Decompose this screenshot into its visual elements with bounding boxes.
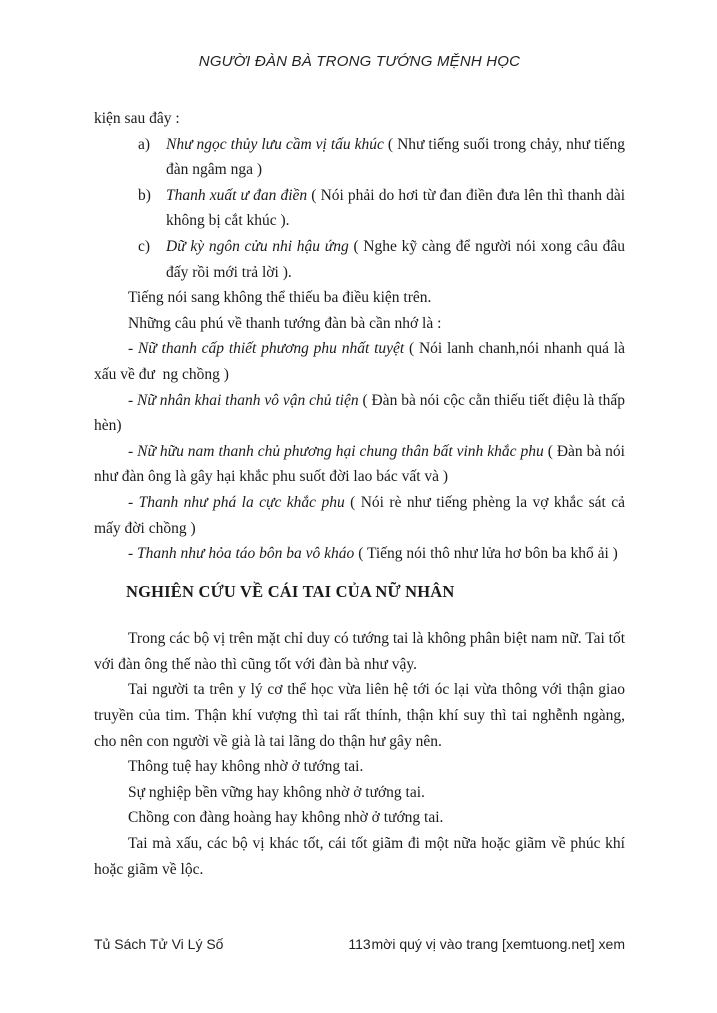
phrase-italic: - Thanh như phá la cực khắc phu: [128, 493, 345, 511]
phrase: Sự nghiệp bền vững hay không nhờ ở tướng tai.: [128, 783, 425, 801]
phrase: NGHIÊN CỨU VỀ CÁI TAI CỦA NỮ NHÂN: [126, 581, 455, 601]
paragraph: [94, 336, 625, 387]
phrase: Những câu phú về thanh tướng đàn bà cần nhớ là :: [128, 314, 442, 332]
paragraph: [94, 626, 625, 677]
phrase: Tiếng nói sang không thể thiếu ba điều kiện trên.: [128, 289, 432, 307]
paragraph: [94, 285, 625, 311]
phrase: Chồng con đàng hoàng hay không nhờ ở tướng tai.: [128, 809, 444, 827]
phrase: ( Như tiếng suối trong chảy, như tiếng đàn ngâm nga ): [166, 135, 625, 179]
phrase-italic: - Nữ thanh cấp thiết phương phu nhất tuyệt: [128, 340, 405, 358]
phrase-italic: Dữ kỳ ngôn cửu nhi hậu ứng: [166, 237, 349, 255]
phrase: ( Nói lanh chanh,nói nhanh quá là xấu về đư ng chồng ): [94, 340, 626, 383]
phrase-italic: Thanh xuất ư đan điền: [166, 186, 308, 204]
phrase: Tai người ta trên y lý cơ thể học vừa liên hệ tới óc lại vừa thông với thận giao truyền của tim. Thận khí vượng thì tai rất thính, thận khí suy thì tai nghễnh ngàng, cho nên con người về già là tai lãng do thận hư gây nên.: [94, 681, 625, 750]
list-item: [94, 183, 625, 234]
phrase: ( Nói rè như tiếng phèng la vợ khắc sát cả mấy đời chồng ): [94, 493, 625, 537]
page-footer: [94, 936, 625, 952]
footer-site-note: mời quý vị vào trang [xemtuong.net] xem: [371, 936, 626, 952]
paragraph: [94, 541, 625, 567]
running-header: NGƯỜI ĐÀN BÀ TRONG TƯỚNG MỆNH HỌC: [198, 53, 521, 70]
paragraph: [94, 439, 625, 490]
phrase: ( Nghe kỹ càng để người nói xong câu đâu đấy rồi mới trả lời ).: [166, 237, 625, 281]
list-marker: a): [138, 135, 151, 153]
phrase: ( Nói phải do hơi từ đan điền đưa lên thì thanh dài không bị cắt khúc ).: [166, 186, 626, 230]
phrase-italic: Như ngọc thủy lưu cầm vị tấu khúc: [166, 135, 384, 153]
phrase: kiện sau đây :: [94, 110, 180, 127]
list-marker: b): [138, 186, 151, 204]
phrase: Thông tuệ hay không nhờ ở tướng tai.: [128, 758, 364, 776]
phrase: ( Đàn bà nói cộc cằn thiếu tiết điệu là thấp hèn): [94, 391, 625, 435]
paragraph: [94, 106, 625, 132]
paragraph: [94, 677, 625, 754]
page-body: [94, 106, 625, 882]
phrase-italic: - Thanh như hỏa táo bôn ba vô kháo: [128, 545, 355, 563]
section-heading: [126, 579, 625, 605]
page-number: 113: [348, 936, 371, 952]
paragraph: [94, 780, 625, 806]
phrase-italic: - Nữ nhân khai thanh vô vận chủ tiện: [128, 391, 359, 409]
phrase: ( Tiếng nói thô như lửa hơ bôn ba khổ ải ): [354, 545, 618, 563]
list-marker: c): [138, 237, 151, 255]
paragraph: [94, 490, 625, 541]
phrase: ( Đàn bà nói như đàn ông là gây hại khắc phu suốt đời lao bác vất và ): [94, 442, 625, 486]
paragraph: [94, 311, 625, 337]
paragraph: [94, 805, 625, 831]
phrase: Trong các bộ vị trên mặt chỉ duy có tướng tai là không phân biệt nam nữ. Tai tốt với đàn ông thế nào thì cũng tốt với đàn bà như vậy.: [94, 630, 626, 673]
phrase: Tai mà xấu, các bộ vị khác tốt, cái tốt giãm đi một nữa hoặc giãm về phúc khí hoặc giãm về lộc.: [94, 835, 625, 878]
paragraph: [94, 388, 625, 439]
paragraph: [94, 831, 625, 882]
footer-series-title: Tủ Sách Tử Vi Lý Số: [94, 936, 224, 952]
phrase-italic: - Nữ hữu nam thanh chủ phương hại chung thân bất vinh khắc phu: [128, 442, 544, 460]
list-item: [94, 234, 625, 285]
list-item: [94, 132, 625, 183]
paragraph: [94, 754, 625, 780]
